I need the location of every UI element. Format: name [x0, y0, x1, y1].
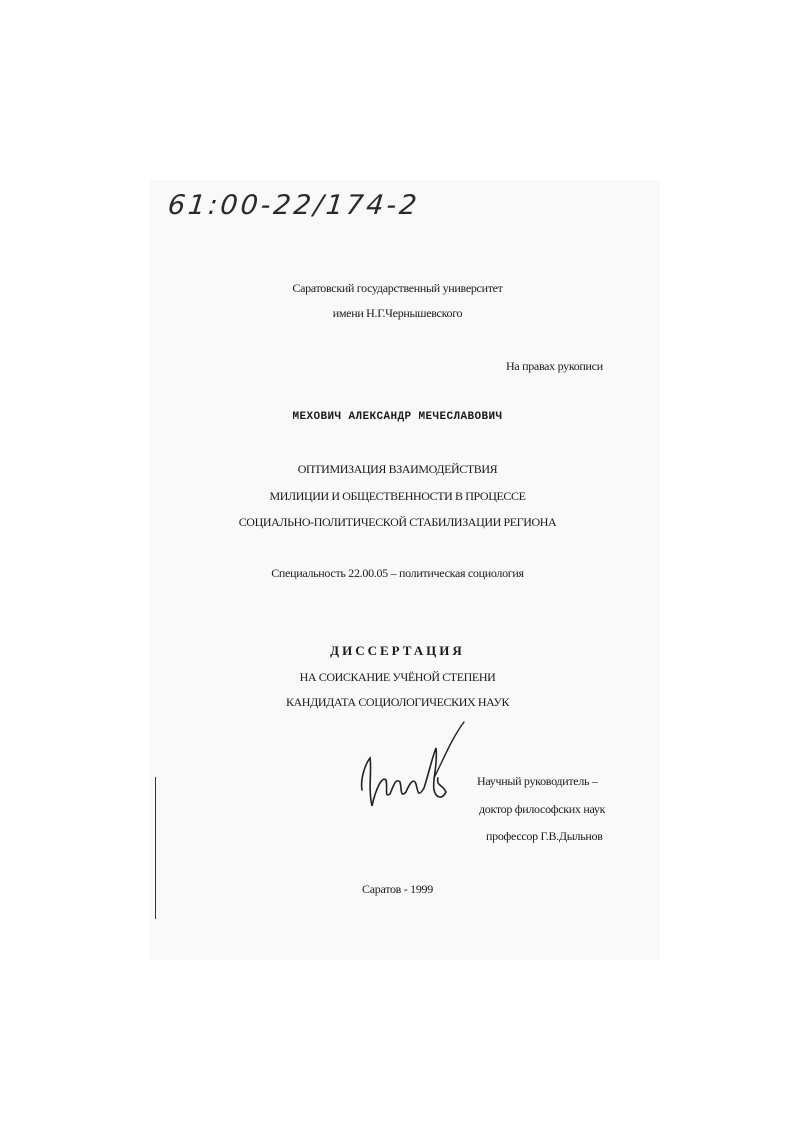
manuscript-rights-note: На правах рукописи: [506, 359, 603, 373]
specialty: Специальность 22.00.05 – политическая социология: [271, 566, 524, 580]
title-line-2: МИЛИЦИИ И ОБЩЕСТВЕННОСТИ В ПРОЦЕССЕ: [269, 489, 526, 503]
archive-number: 61:00-22/174-2: [166, 190, 422, 221]
dissertation-heading: ДИССЕРТАЦИЯ: [330, 643, 465, 658]
degree-line-1: НА СОИСКАНИЕ УЧЁНОЙ СТЕПЕНИ: [299, 670, 496, 684]
scan-margin-line: [155, 777, 156, 919]
author-name: МЕХОВИЧ АЛЕКСАНДР МЕЧЕСЛАВОВИЧ: [292, 411, 503, 423]
degree-line-2: КАНДИДАТА СОЦИОЛОГИЧЕСКИХ НАУК: [285, 695, 510, 709]
supervisor-role: Научный руководитель –: [477, 774, 598, 788]
title-line-1: ОПТИМИЗАЦИЯ ВЗАИМОДЕЙСТВИЯ: [297, 462, 498, 476]
university-named-after: имени Н.Г.Чернышевского: [332, 306, 463, 320]
supervisor-degree: доктор философских наук: [479, 802, 606, 816]
title-line-3: СОЦИАЛЬНО-ПОЛИТИЧЕСКОЙ СТАБИЛИЗАЦИИ РЕГИОНА: [238, 515, 557, 529]
university-name: Саратовский государственный университет: [292, 281, 503, 295]
supervisor-name: профессор Г.В.Дыльнов: [486, 829, 603, 843]
handwritten-signature: [352, 718, 472, 818]
city-year: Саратов - 1999: [362, 882, 433, 896]
